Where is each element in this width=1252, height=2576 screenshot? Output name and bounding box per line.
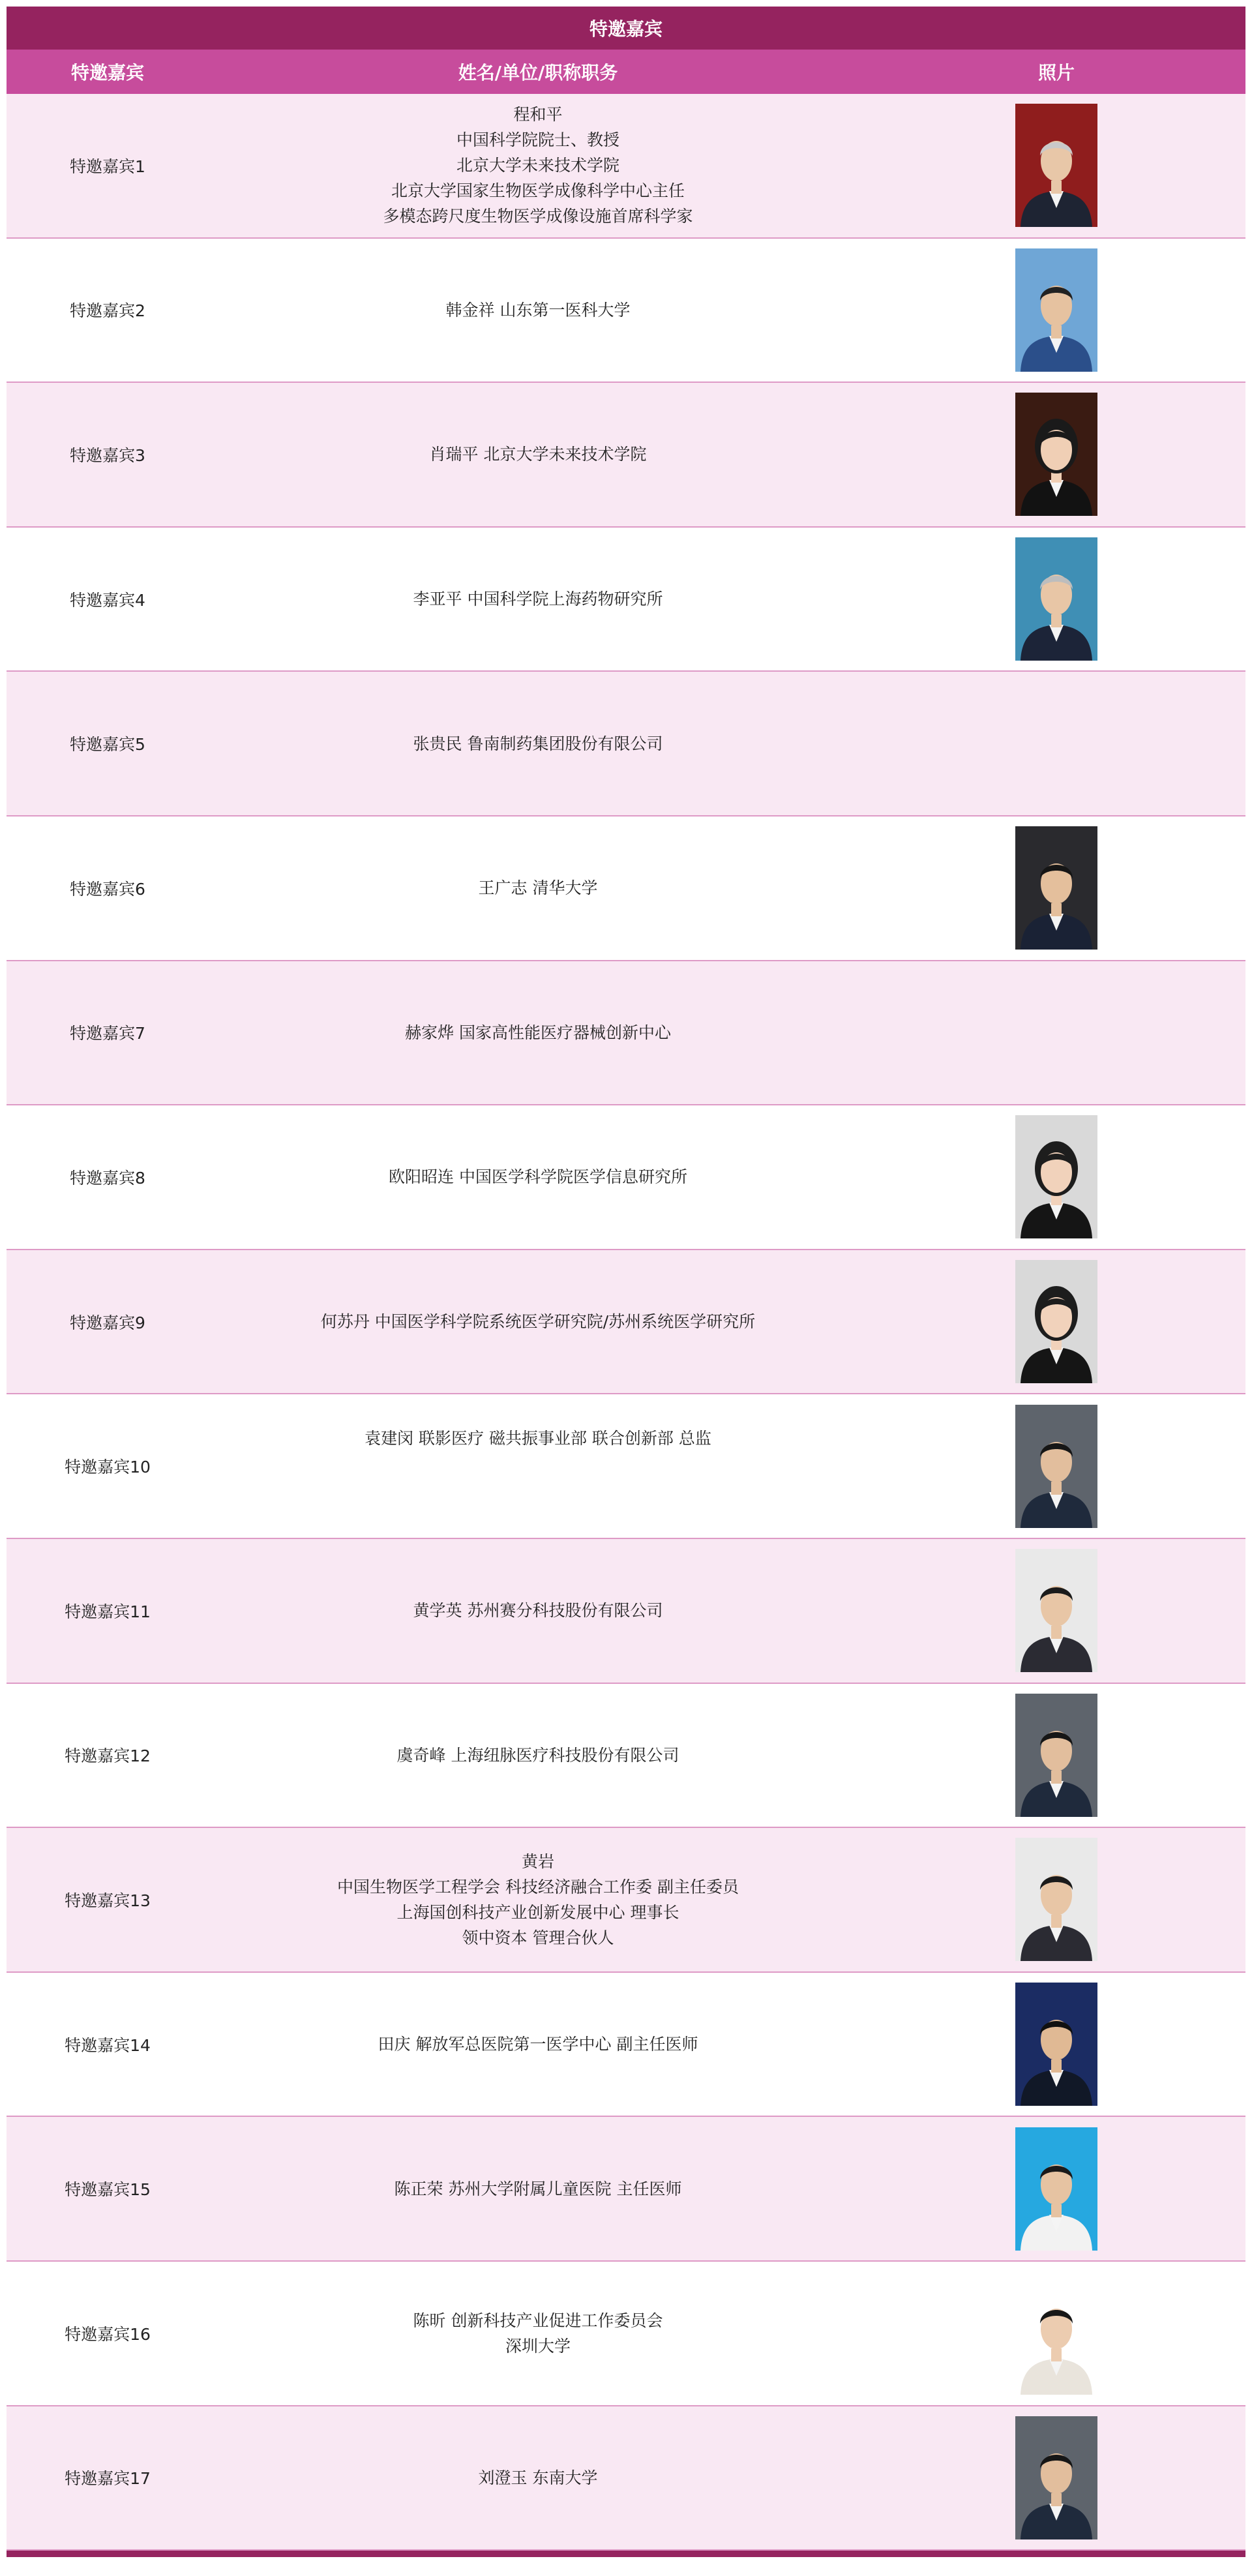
guest-photo-cell [867, 2406, 1245, 2550]
guest-label: 特邀嘉宾14 [65, 2035, 151, 2055]
guest-label: 特邀嘉宾15 [65, 2180, 151, 2200]
guest-photo-cell [867, 961, 1245, 1105]
guest-photo [1015, 248, 1097, 372]
guest-photo [1015, 2127, 1097, 2251]
table-row [7, 2406, 1245, 2551]
guest-photo-cell [867, 1684, 1245, 1827]
guest-label: 特邀嘉宾12 [65, 1746, 151, 1766]
guest-photo-cell [867, 1105, 1245, 1249]
table-header-row [7, 50, 1245, 94]
guest-info [209, 1684, 867, 1827]
guest-info-line: 中国科学院院士、教授 [456, 130, 619, 150]
guest-info-line: 领中资本 管理合伙人 [462, 1928, 614, 1947]
guest-photo [1015, 1260, 1097, 1383]
guest-photo [1015, 1115, 1097, 1238]
guest-info-line: 黄岩 [521, 1851, 554, 1871]
guest-photo [1015, 1983, 1097, 2106]
guest-label: 特邀嘉宾1 [70, 157, 145, 176]
guest-photo-cell [867, 1539, 1245, 1683]
guest-info-line: 欧阳昭连 中国医学科学院医学信息研究所 [389, 1167, 687, 1187]
guest-info-line: 张贵民 鲁南制药集团股份有限公司 [413, 734, 663, 753]
table-row [7, 94, 1245, 239]
guest-label: 特邀嘉宾6 [70, 879, 145, 899]
guest-info-line: 韩金祥 山东第一医科大学 [445, 300, 631, 320]
guest-photo [1015, 2416, 1097, 2539]
table-bottom-bar [7, 2551, 1245, 2557]
guest-photo-cell [867, 2117, 1245, 2260]
guest-info [209, 383, 867, 526]
guest-photo [1015, 1405, 1097, 1528]
table-row [7, 1539, 1245, 1684]
guest-label: 特邀嘉宾8 [70, 1168, 145, 1188]
guest-info [209, 94, 867, 237]
guest-info [209, 1394, 867, 1538]
table-row [7, 2262, 1245, 2406]
guest-label: 特邀嘉宾16 [65, 2324, 151, 2344]
header-info: 姓名/单位/职称职务 [458, 62, 618, 83]
guest-info-line: 赫家烨 国家高性能医疗器械创新中心 [405, 1023, 671, 1042]
table-row [7, 1828, 1245, 1973]
guest-info-line: 程和平 [513, 105, 563, 125]
guest-info [209, 672, 867, 815]
table-row [7, 2117, 1245, 2262]
guest-info-line: 陈昕 创新科技产业促进工作委员会 [413, 2311, 663, 2330]
table-row [7, 1973, 1245, 2118]
guest-info-line: 肖瑞平 北京大学未来技术学院 [429, 445, 647, 464]
table-row [7, 528, 1245, 672]
guest-photo [1015, 1694, 1097, 1817]
guest-table [7, 7, 1245, 2557]
table-row [7, 1684, 1245, 1829]
guest-info-line: 深圳大学 [505, 2336, 571, 2356]
guest-photo-cell [867, 94, 1245, 237]
table-row [7, 1394, 1245, 1539]
guest-label: 特邀嘉宾7 [70, 1024, 145, 1043]
guest-photo [1015, 393, 1097, 516]
guest-photo [1015, 1549, 1097, 1672]
table-row [7, 1250, 1245, 1395]
guest-info-line: 中国生物医学工程学会 科技经济融合工作委 副主任委员 [337, 1877, 739, 1896]
guest-info-line: 陈正荣 苏州大学附属儿童医院 主任医师 [394, 2179, 682, 2198]
guest-photo-cell [867, 528, 1245, 671]
guest-photo-cell [867, 383, 1245, 526]
guest-info-line: 李亚平 中国科学院上海药物研究所 [413, 590, 663, 609]
guest-label: 特邀嘉宾9 [70, 1313, 145, 1332]
guest-label: 特邀嘉宾17 [65, 2469, 151, 2489]
guest-info-line: 袁建闵 联影医疗 磁共振事业部 联合创新部 总监 [365, 1429, 711, 1448]
guest-info-line: 北京大学未来技术学院 [456, 156, 619, 175]
header-photo: 照片 [1037, 62, 1075, 83]
table-row [7, 816, 1245, 961]
guest-info-line: 北京大学国家生物医学成像科学中心主任 [391, 181, 685, 201]
table-body [7, 94, 1245, 2551]
guest-photo-cell [867, 672, 1245, 815]
guest-photo [1015, 104, 1097, 227]
guest-photo [1015, 537, 1097, 661]
guest-photo [1015, 2271, 1097, 2395]
guest-info-line: 田庆 解放军总医院第一医学中心 副主任医师 [378, 2035, 698, 2054]
guest-label: 特邀嘉宾5 [70, 735, 145, 755]
guest-label: 特邀嘉宾4 [70, 590, 145, 610]
guest-info-line: 何苏丹 中国医学科学院系统医学研究院/苏州系统医学研究所 [320, 1312, 756, 1332]
guest-info-line: 王广志 清华大学 [478, 878, 598, 898]
guest-info [209, 1973, 867, 2116]
guest-label: 特邀嘉宾11 [65, 1602, 151, 1621]
guest-photo-cell [867, 1394, 1245, 1538]
guest-photo-cell [867, 1828, 1245, 1971]
guest-info-line: 多模态跨尺度生物医学成像设施首席科学家 [383, 207, 693, 226]
guest-info [209, 961, 867, 1105]
guest-photo [1015, 826, 1097, 950]
guest-info-line: 上海国创科技产业创新发展中心 理事长 [396, 1902, 679, 1922]
guest-info [209, 1105, 867, 1249]
guest-info [209, 1828, 867, 1971]
guest-photo-cell [867, 816, 1245, 960]
guest-photo-cell [867, 2262, 1245, 2405]
table-row [7, 672, 1245, 816]
guest-photo-cell [867, 239, 1245, 382]
table-row [7, 1105, 1245, 1250]
guest-label: 特邀嘉宾10 [65, 1458, 151, 1477]
guest-photo [1015, 1838, 1097, 1961]
guest-label: 特邀嘉宾3 [70, 445, 145, 465]
guest-info [209, 1250, 867, 1394]
guest-label: 特邀嘉宾2 [70, 301, 145, 321]
guest-info [209, 2262, 867, 2405]
table-row [7, 383, 1245, 528]
guest-info-line: 刘澄玉 东南大学 [478, 2468, 598, 2487]
table-title: 特邀嘉宾 [7, 7, 1245, 50]
guest-photo-cell [867, 1973, 1245, 2116]
table-row [7, 239, 1245, 383]
guest-photo-cell [867, 1250, 1245, 1394]
guest-label: 特邀嘉宾13 [65, 1891, 151, 1910]
header-guest: 特邀嘉宾 [70, 62, 144, 83]
guest-info [209, 528, 867, 671]
guest-info-line: 虞奇峰 上海纽脉医疗科技股份有限公司 [396, 1745, 679, 1765]
guest-info [209, 2117, 867, 2260]
guest-info [209, 2406, 867, 2550]
guest-info [209, 239, 867, 382]
guest-info [209, 816, 867, 960]
guest-info-line: 黄学英 苏州赛分科技股份有限公司 [413, 1601, 663, 1621]
table-row [7, 961, 1245, 1106]
guest-info [209, 1539, 867, 1683]
